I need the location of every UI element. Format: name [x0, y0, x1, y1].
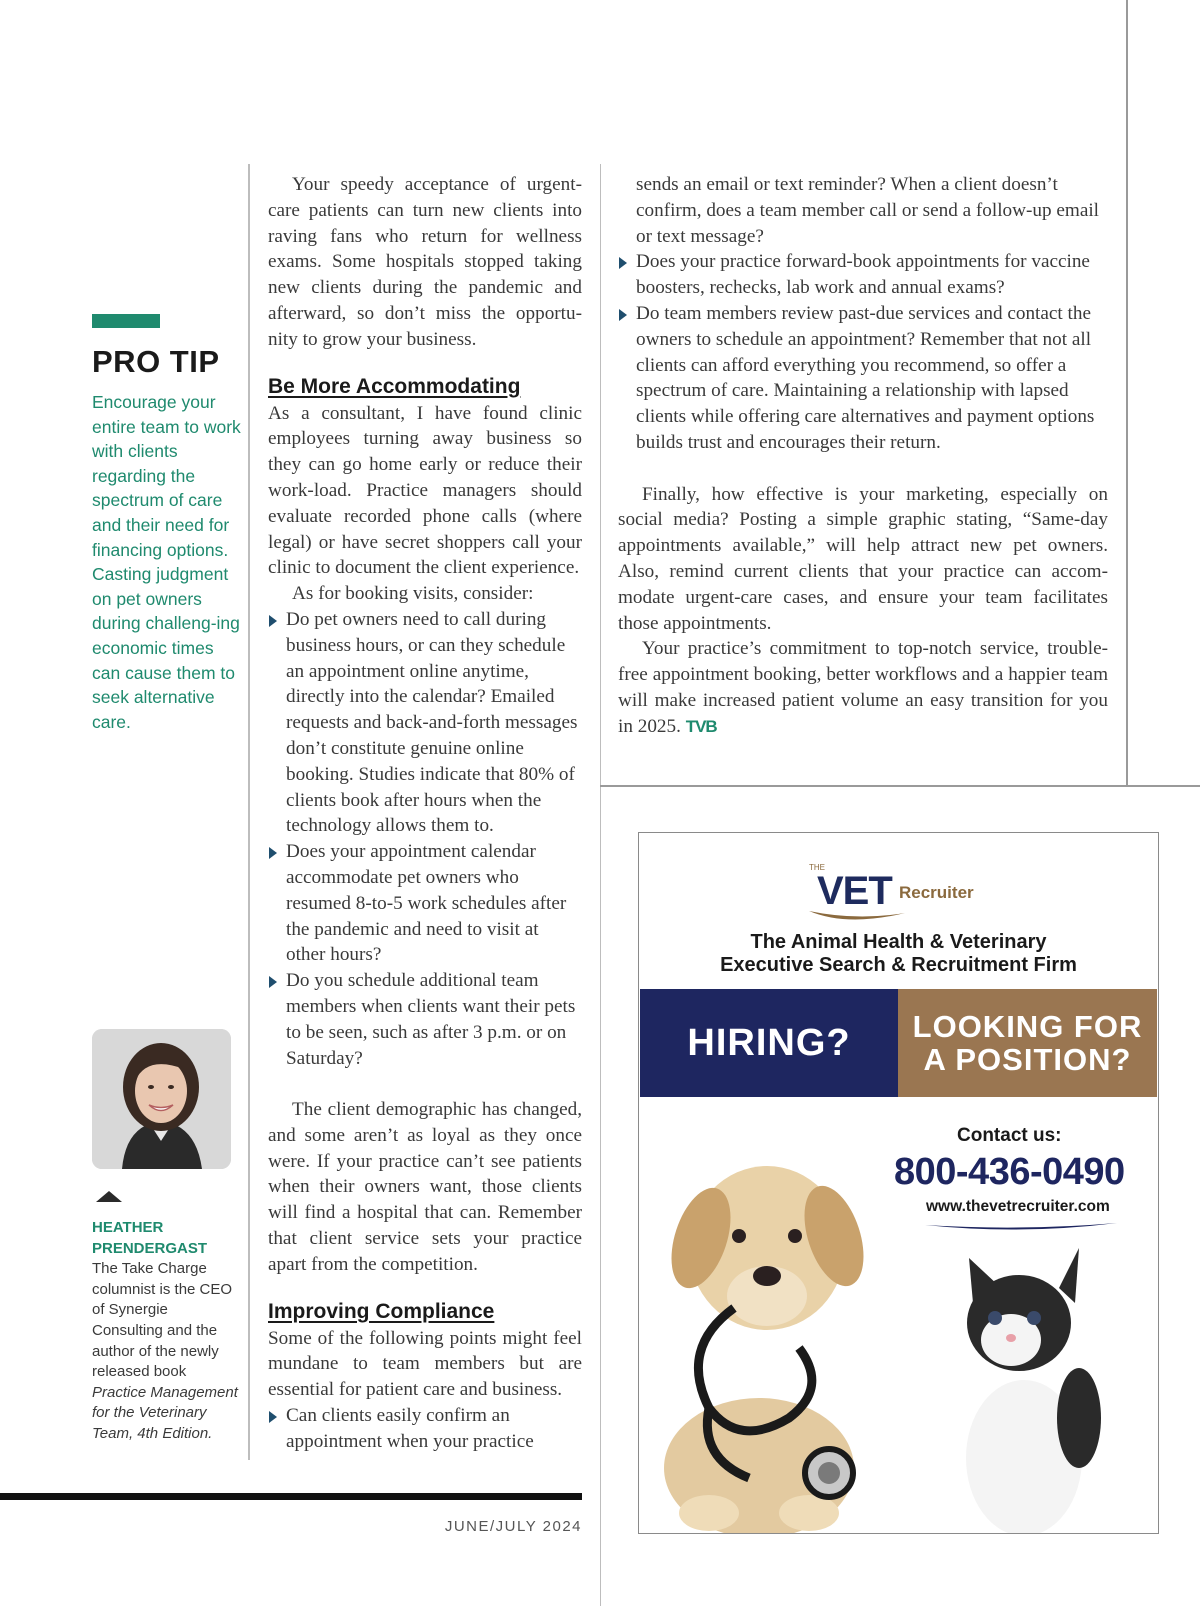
list-item: [268, 839, 582, 968]
article-paragraph: Some of the following points might feel mundane to team members but are essential for patient care and business.: [268, 1327, 582, 1401]
right-edge-rule: [1126, 0, 1128, 786]
bullet-arrow-icon: [269, 976, 277, 988]
author-photo: [92, 1029, 231, 1169]
issue-date-folio: JUNE/JULY 2024: [444, 1518, 582, 1535]
author-bio-text: [92, 1259, 242, 1444]
ad-tagline-line2: Executive Search & Recruitment Firm: [720, 954, 1077, 976]
list-item-text: Do team members review past-due services and contact the owners to schedule an appointment? Remember that not all clients can afford everything you recommend, so offer a spectrum of care. Maintaining a relationship with lapsed clients while offering care alternatives and payment options builds trust and encourages their return.: [636, 302, 1095, 453]
pro-tip-heading: PRO TIP: [92, 344, 220, 379]
vet-recruiter-ad[interactable]: [638, 832, 1159, 1534]
list-item: [268, 607, 582, 839]
vet-recruiter-logo: [807, 863, 1007, 931]
author-caret-icon: [96, 1191, 122, 1202]
author-portrait-icon: [92, 1029, 231, 1169]
footer-rule: [0, 1493, 582, 1500]
article-column-1: [268, 172, 582, 1455]
ad-top-rule: [600, 785, 1200, 787]
list-item: [268, 1403, 582, 1455]
booking-bullet-list: [268, 607, 582, 1071]
contact-label: Contact us:: [957, 1125, 1062, 1146]
logo-the: THE: [809, 863, 825, 872]
article-closing-paragraph: [618, 636, 1108, 739]
logo-swoosh-icon: [807, 907, 907, 925]
author-name: [92, 1218, 242, 1259]
compliance-bullet-list: [268, 1403, 582, 1455]
ad-tagline: [639, 931, 1158, 977]
bullet-arrow-icon: [269, 615, 277, 627]
hiring-banner: HIRING?: [640, 989, 898, 1097]
article-intro-paragraph: Your speedy acceptance of urgent-care patients can turn new clients into raving fans who return for wellness exams. Some hospitals stopped taking new clients during the pandemic and afterward, so don’t miss the opportu-nity to grow your business.: [268, 174, 582, 350]
list-item-text: Can clients easily confirm an appointment when your practice: [286, 1405, 534, 1452]
article-paragraph: As a consultant, I have found clinic employees turning away business so they can go home early or reduce their work-load. Practice managers should evaluate recorded phone calls (where legal) or have secret shoppers call your clinic to document the client experience.: [268, 402, 582, 579]
phone-number[interactable]: 800-436-0490: [894, 1151, 1125, 1193]
article-column-2: [618, 172, 1108, 740]
author-book-title: Practice Management for the Veterinary Team, 4th Edition.: [92, 1383, 238, 1442]
section-heading-compliance: Improving Compliance: [268, 1299, 495, 1323]
list-item: [618, 249, 1108, 301]
section-heading-accommodating: Be More Accommodating: [268, 374, 521, 398]
author-bio: [92, 1218, 242, 1445]
list-item-continuation: sends an email or text reminder? When a client doesn’t confirm, does a team member call or send a follow-up email or text message?: [636, 174, 1100, 247]
list-item: [618, 301, 1108, 456]
position-line2: A POSITION?: [923, 1042, 1132, 1077]
author-name-last: PRENDERGAST: [92, 1239, 208, 1257]
pro-tip-text: Encourage your entire team to work with clients regarding the spectrum of care and their need for financing options. Casting judgment on pet owners during challeng-ing economic times can cause them to seek alternative care.: [92, 392, 241, 732]
bullet-arrow-icon: [619, 257, 627, 269]
end-mark-logo: TVB: [685, 716, 717, 736]
author-name-first: HEATHER: [92, 1219, 164, 1236]
author-bio-prefix: The Take Charge columnist is the CEO of Synergie Consulting and the author of the newly released book: [92, 1260, 233, 1381]
bullet-arrow-icon: [269, 847, 277, 859]
looking-for-position-banner: [898, 989, 1157, 1097]
pro-tip-box: [92, 314, 242, 734]
website-link[interactable]: www.thevetrecruiter.com: [926, 1198, 1110, 1215]
closing-text: Your practice’s commitment to top-notch service, trouble-free appointment booking, better workflows and a happier team will make increased patient volume an easy transition for you in 2025.: [618, 638, 1108, 737]
position-line1: LOOKING FOR: [912, 1009, 1143, 1044]
list-item: [268, 968, 582, 1071]
pro-tip-accent-bar: [92, 314, 160, 328]
list-item-text: Does your practice forward-book appointments for vaccine boosters, rechecks, lab work and annual exams?: [636, 251, 1090, 299]
column-divider: [600, 164, 601, 1606]
article-paragraph: Finally, how effective is your marketing, especially on social media? Posting a simple graphic stating, “Same-day appointments available,” will help attract new pet owners. Also, remind current clients that your practice can accom-modate urgent-care cases, and ensure your team facilitates those appointments.: [618, 483, 1108, 634]
compliance-bullet-list-cont: [618, 249, 1108, 455]
bullet-arrow-icon: [619, 309, 627, 321]
list-item-text: Does your appointment calendar accommodate pet owners who resumed 8-to-5 work schedules after the pandemic and need to visit at other hours?: [286, 841, 567, 966]
ad-tagline-line1: The Animal Health & Veterinary: [750, 931, 1047, 953]
article-paragraph: The client demographic has changed, and some aren’t as loyal as they once were. If your practice can’t see patients when their owners want, those clients will find a hospital that can. Remember that client service sets your practice apart from the competition.: [268, 1099, 582, 1275]
article-paragraph: As for booking visits, consider:: [292, 583, 534, 605]
list-item-text: Do pet owners need to call during business hours, or can they schedule an appointment online anytime, directly into the calendar? Emailed requests and back-and-forth messages don’t constitute genuine online booking. Studies indicate that 80% of clients book after hours when the technology allows them to.: [286, 608, 578, 837]
bullet-arrow-icon: [269, 1411, 277, 1423]
url-underline-swoosh-icon: [921, 1219, 1121, 1233]
logo-recruiter: Recruiter: [899, 883, 974, 902]
logo-vet: VET: [817, 869, 892, 913]
sidebar-divider: [248, 164, 250, 1460]
list-item-text: Do you schedule additional team members when clients want their pets to be seen, such as after 3 p.m. or on Saturday?: [286, 970, 576, 1069]
